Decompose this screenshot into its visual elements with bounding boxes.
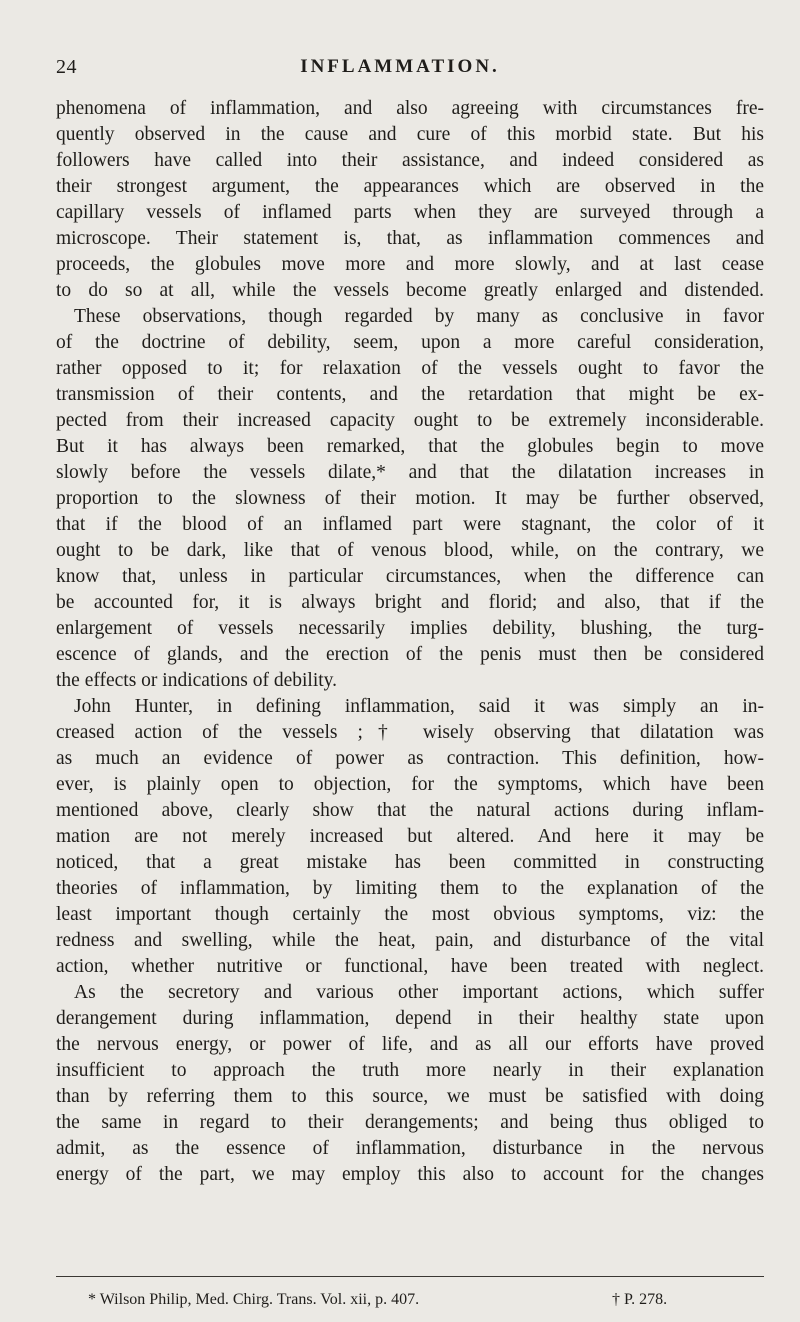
text-line: insufficient to approach the truth more nearly in their explanation xyxy=(56,1060,764,1081)
footnote-2: † P. 278. xyxy=(612,1291,668,1308)
text-line: least important though certainly the most obvious symptoms, viz: the xyxy=(56,904,764,925)
text-line: capillary vessels of inflamed parts when they are surveyed through a xyxy=(56,202,764,223)
text-line: derangement during inflammation, depend in their healthy state upon xyxy=(56,1008,764,1029)
text-line: their strongest argument, the appearances which are observed in the xyxy=(56,176,764,197)
text-line: These observations, though regarded by many as conclusive in favor xyxy=(74,306,764,327)
text-line: As the secretory and various other important actions, which suffer xyxy=(74,982,764,1003)
text-line: mentioned above, clearly show that the natural actions during inflam- xyxy=(56,800,764,821)
text-line: escence of glands, and the erection of the penis must then be considered xyxy=(56,644,764,665)
text-line: noticed, that a great mistake has been committed in constructing xyxy=(56,852,764,873)
text-line: the same in regard to their derangements; and being thus obliged to xyxy=(56,1112,764,1133)
text-line: proceeds, the globules move more and more slowly, and at last cease xyxy=(56,254,764,275)
text-line: ever, is plainly open to objection, for the symptoms, which have been xyxy=(56,774,764,795)
page-number: 24 xyxy=(56,56,77,78)
text-line: quently observed in the cause and cure of this morbid state. But his xyxy=(56,124,764,145)
text-line: rather opposed to it; for relaxation of the vessels ought to favor the xyxy=(56,358,764,379)
running-title: INFLAMMATION. xyxy=(300,56,500,77)
text-line: proportion to the slowness of their motion. It may be further observed, xyxy=(56,488,764,509)
text-line: energy of the part, we may employ this also to account for the changes xyxy=(56,1164,764,1185)
text-line: admit, as the essence of inflammation, disturbance in the nervous xyxy=(56,1138,764,1159)
text-line: theories of inflammation, by limiting them to the explanation of the xyxy=(56,878,764,899)
body-text xyxy=(56,96,764,1188)
text-line: to do so at all, while the vessels become greatly enlarged and distended. xyxy=(56,280,764,301)
text-line: creased action of the vessels ;† wisely observing that dilatation was xyxy=(56,722,764,743)
page-header xyxy=(0,56,800,84)
text-line: the effects or indications of debility. xyxy=(56,670,338,691)
text-line: pected from their increased capacity ought to be extremely inconsiderable. xyxy=(56,410,764,431)
text-line: phenomena of inflammation, and also agreeing with circumstances fre- xyxy=(56,98,764,119)
text-line: action, whether nutritive or functional, have been treated with neglect. xyxy=(56,956,764,977)
text-line: be accounted for, it is always bright and florid; and also, that if the xyxy=(56,592,764,613)
text-line: mation are not merely increased but altered. And here it may be xyxy=(56,826,764,847)
text-line: ought to be dark, like that of venous blood, while, on the contrary, we xyxy=(56,540,764,561)
text-line: transmission of their contents, and the retardation that might be ex- xyxy=(56,384,764,405)
footnote-rule xyxy=(56,1276,764,1277)
text-line: But it has always been remarked, that the globules begin to move xyxy=(56,436,764,457)
text-line: microscope. Their statement is, that, as inflammation commences and xyxy=(56,228,764,249)
text-line: of the doctrine of debility, seem, upon a more careful consideration, xyxy=(56,332,764,353)
text-line: than by referring them to this source, we must be satisfied with doing xyxy=(56,1086,764,1107)
text-line: redness and swelling, while the heat, pain, and disturbance of the vital xyxy=(56,930,764,951)
text-line: John Hunter, in defining inflammation, said it was simply an in- xyxy=(74,696,764,717)
footnote-1: * Wilson Philip, Med. Chirg. Trans. Vol. xii, p. 407. xyxy=(88,1291,420,1308)
text-line: that if the blood of an inflamed part were stagnant, the color of it xyxy=(56,514,764,535)
text-line: the nervous energy, or power of life, and as all our efforts have proved xyxy=(56,1034,764,1055)
text-line: slowly before the vessels dilate,* and that the dilatation increases in xyxy=(56,462,764,483)
text-line: as much an evidence of power as contraction. This definition, how- xyxy=(56,748,764,769)
text-line: followers have called into their assistance, and indeed considered as xyxy=(56,150,764,171)
text-line: enlargement of vessels necessarily implies debility, blushing, the turg- xyxy=(56,618,764,639)
text-line: know that, unless in particular circumstances, when the difference can xyxy=(56,566,764,587)
